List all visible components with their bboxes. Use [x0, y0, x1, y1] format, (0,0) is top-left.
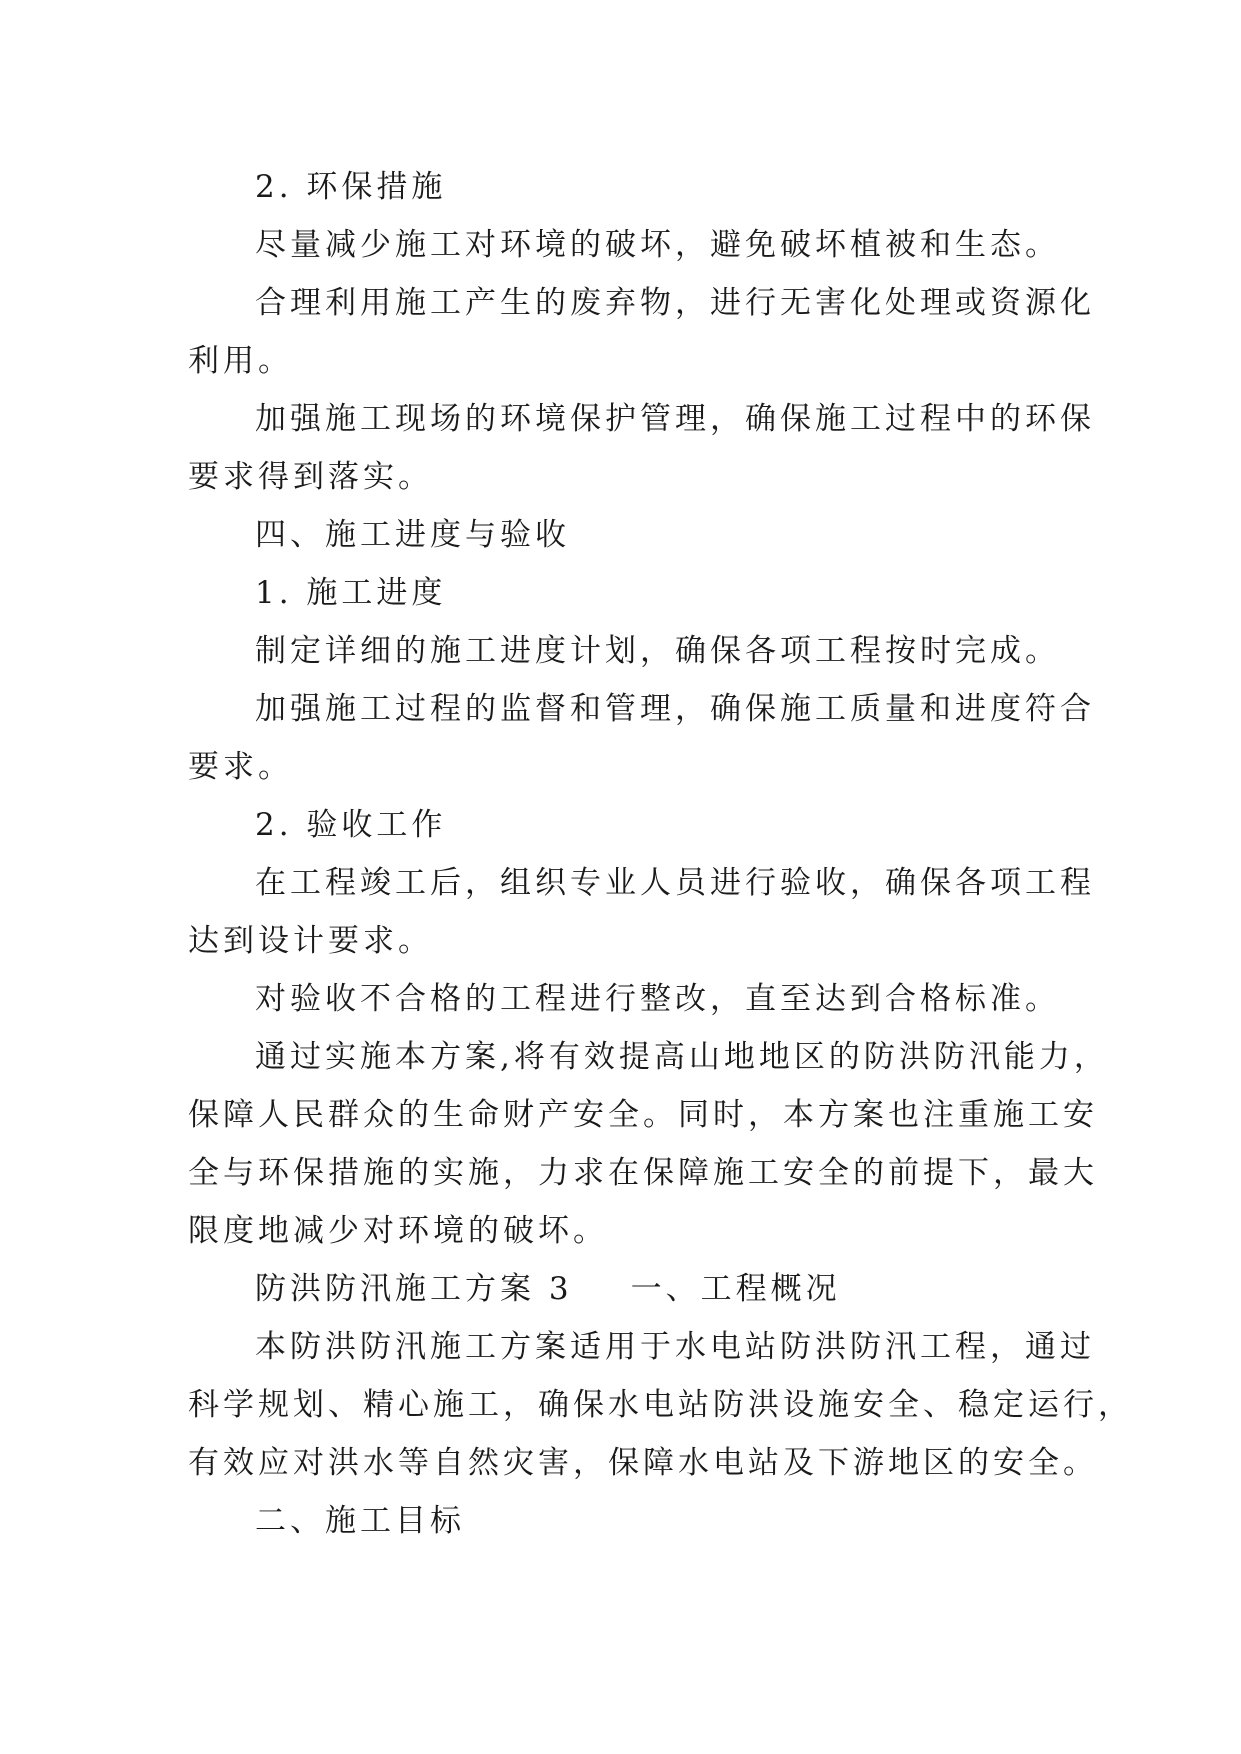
section-title-row: [188, 1260, 1058, 1318]
paragraph-line: 限度地减少对环境的破坏。: [188, 1213, 608, 1249]
subsection-heading: 2. 验收工作: [255, 807, 447, 843]
paragraph-line: 保障人民群众的生命财产安全。同时，本方案也注重施工安: [188, 1097, 1098, 1133]
paragraph-line: 利用。: [188, 343, 293, 379]
document-body: [188, 158, 1133, 1550]
paragraph-line: 制定详细的施工进度计划，确保各项工程按时完成。: [255, 633, 1060, 669]
paragraph-line: 有效应对洪水等自然灾害，保障水电站及下游地区的安全。: [188, 1445, 1098, 1481]
paragraph-line: 2. 环保措施: [255, 169, 447, 205]
paragraph-line: 全与环保措施的实施，力求在保障施工安全的前提下，最大: [188, 1155, 1098, 1191]
section-heading: 二、施工目标: [255, 1503, 465, 1539]
section-heading: 四、施工进度与验收: [255, 517, 570, 553]
paragraph-line: 达到设计要求。: [188, 923, 433, 959]
paragraph-line: 尽量减少施工对环境的破坏，避免破坏植被和生态。: [255, 227, 1060, 263]
paragraph-line: 合理利用施工产生的废弃物，进行无害化处理或资源化: [255, 285, 1095, 321]
paragraph-line: 科学规划、精心施工，确保水电站防洪设施安全、稳定运行，: [188, 1387, 1133, 1423]
section-title: 防洪防汛施工方案 3: [255, 1271, 573, 1307]
paragraph-line: 加强施工现场的环境保护管理，确保施工过程中的环保: [255, 401, 1095, 437]
paragraph-line: 对验收不合格的工程进行整改，直至达到合格标准。: [255, 981, 1060, 1017]
paragraph-line: 通过实施本方案,将有效提高山地地区的防洪防汛能力，: [255, 1039, 1109, 1075]
paragraph-line: 在工程竣工后，组织专业人员进行验收，确保各项工程: [255, 865, 1095, 901]
paragraph-line: 加强施工过程的监督和管理，确保施工质量和进度符合: [255, 691, 1095, 727]
subsection-heading: 1. 施工进度: [255, 575, 447, 611]
paragraph-line: 本防洪防汛施工方案适用于水电站防洪防汛工程，通过: [255, 1329, 1095, 1365]
paragraph-line: 要求。: [188, 749, 293, 785]
section-subtitle: 一、工程概况: [630, 1271, 841, 1307]
paragraph-line: 要求得到落实。: [188, 459, 433, 495]
